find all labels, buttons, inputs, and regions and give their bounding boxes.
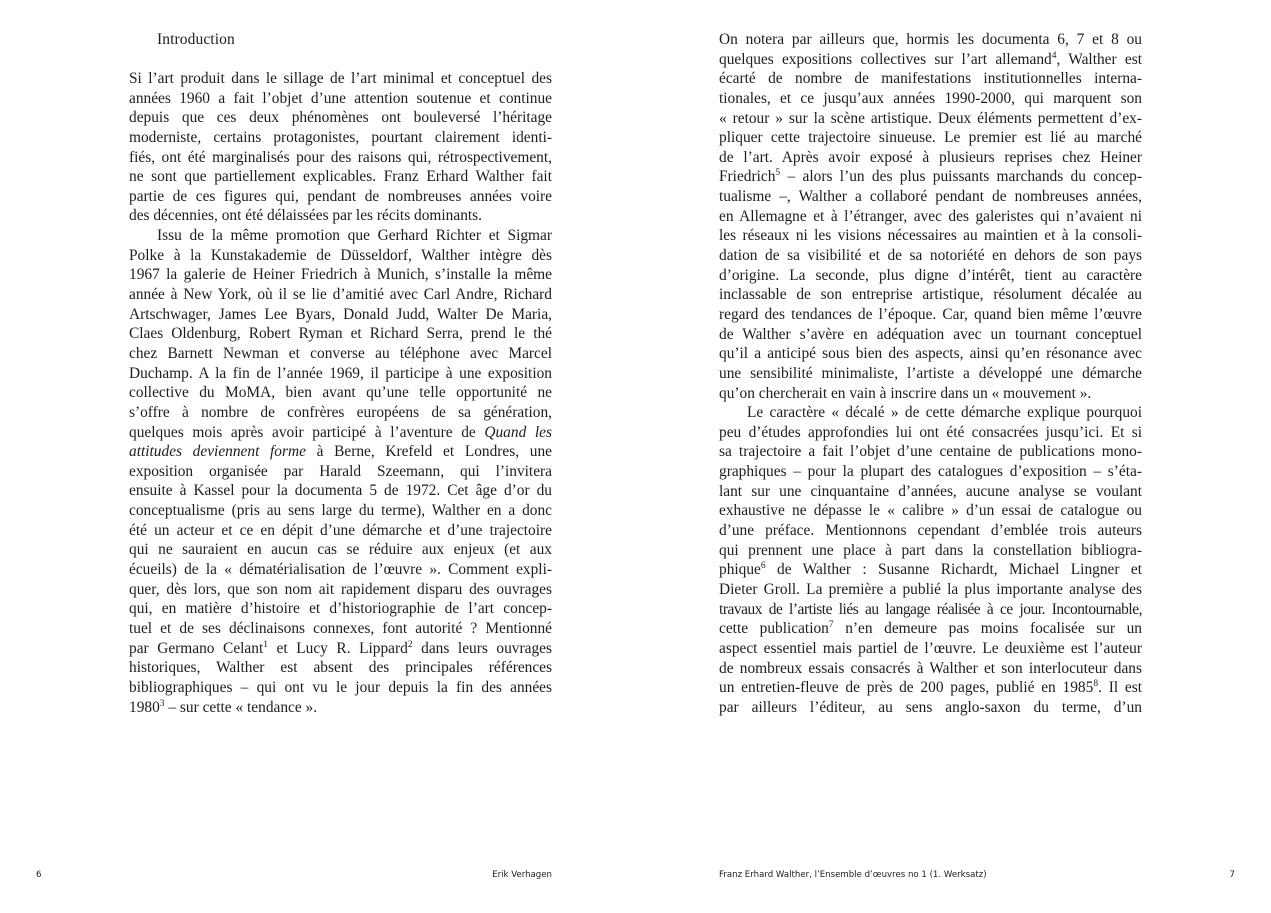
text-line: fiés, ont été marginalisés pour des raisons qui, rétrospectivement, bbox=[129, 148, 552, 166]
text-line: Dieter Groll. La première a publié la plus importante analyse des bbox=[719, 580, 1142, 598]
text-run: – alors l’un des plus puissants marchands du concep- bbox=[780, 168, 1142, 186]
left-text-column bbox=[129, 69, 552, 717]
footnote-ref-5[interactable]: 5 bbox=[775, 168, 781, 179]
text-run: un entretien-fleuve de près de 200 pages, publié en 1985 bbox=[719, 679, 1094, 697]
text-line: années 1960 a fait l’objet d’une attention soutenue et continue bbox=[129, 89, 552, 107]
text-line: tionales, et ce jusqu’aux années 1990-2000, qui marquent son bbox=[719, 89, 1142, 107]
footnote-ref-4[interactable]: 4 bbox=[1051, 50, 1057, 61]
text-run: quelques mois après avoir participé à l’aventure de bbox=[129, 423, 485, 441]
text-line: chez Barnett Newman et converse au téléphone avec Marcel bbox=[129, 344, 552, 362]
text-run: cette publication bbox=[719, 620, 829, 638]
paragraph-3 bbox=[719, 30, 1142, 403]
text-line bbox=[129, 698, 552, 718]
text-line: « retour » sur la scène artistique. Deux éléments permettent d’ex- bbox=[719, 109, 1142, 127]
page-number-right: 7 bbox=[1229, 870, 1235, 880]
text-line bbox=[129, 423, 552, 443]
text-line: écueils) de la « dématérialisation de l’œuvre ». Comment expli- bbox=[129, 561, 552, 579]
text-line: exposition organisée par Harald Szeemann, qui l’invitera bbox=[129, 462, 552, 480]
text-line: historiques, Walther est absent des principales références bbox=[129, 659, 552, 677]
book-title-italic: Quand les bbox=[484, 423, 552, 441]
text-line: année à New York, où il se lie d’amitié avec Carl Andre, Richard bbox=[129, 286, 552, 304]
text-line: pliquer cette trajectoire sinueuse. Le premier est lié au marché bbox=[719, 129, 1142, 147]
text-line: travaux de l’artiste liés au langage réalisée à ce jour. Incontournable, bbox=[719, 600, 1142, 618]
text-line: inclassable de son entreprise artistique, résolument décalée au bbox=[719, 286, 1142, 304]
text-run: 1980 bbox=[129, 698, 160, 716]
text-line: de Walther s’avère en adéquation avec un tournant conceptuel bbox=[719, 325, 1142, 343]
text-line: Artschwager, James Lee Byars, Donald Judd, Walter De Maria, bbox=[129, 305, 552, 323]
text-line: de nombreux essais consacrés à Walther et son interlocuteur dans bbox=[719, 659, 1142, 677]
left-page bbox=[0, 0, 635, 913]
text-line: aspect essentiel mais partiel de l’œuvre. Le deuxième est l’auteur bbox=[719, 639, 1142, 657]
right-text-column bbox=[719, 30, 1142, 717]
text-line: collective du MoMA, bien avant qu’une telle opportunité ne bbox=[129, 384, 552, 402]
page-number-left: 6 bbox=[36, 870, 42, 880]
paragraph-1 bbox=[129, 69, 552, 226]
text-line: exhaustive ne dépasse le « calibre » d’un essai de catalogue ou bbox=[719, 502, 1142, 520]
paragraph-2 bbox=[129, 226, 552, 717]
text-line: des décennies, ont été délaissées par les récits dominants. bbox=[129, 207, 483, 225]
text-line: 1967 la galerie de Heiner Friedrich à Munich, s’installe la même bbox=[129, 266, 552, 284]
text-run: dans leurs ouvrages bbox=[412, 639, 552, 657]
text-line: peu d’études approfondies lui ont été consacrées jusqu’ici. Et si bbox=[719, 423, 1142, 441]
text-line: par ailleurs l’éditeur, au sens anglo-saxon du terme, d’un bbox=[719, 698, 1142, 716]
running-head-author: Erik Verhagen bbox=[492, 870, 552, 880]
section-heading: Introduction bbox=[157, 31, 235, 48]
text-line: de l’art. Après avoir exposé à plusieurs reprises chez Heiner bbox=[719, 148, 1142, 166]
text-line: On notera par ailleurs que, hormis les documenta 6, 7 et 8 ou bbox=[719, 31, 1142, 48]
text-run: par Germano Celant bbox=[129, 639, 264, 657]
text-line bbox=[719, 50, 1142, 70]
text-line: qu’il a anticipé sous bien des aspects, ainsi qu’en résonance avec bbox=[719, 345, 1142, 363]
book-title-italic: attitudes deviennent forme bbox=[129, 443, 306, 461]
footnote-ref-7[interactable]: 7 bbox=[828, 620, 834, 631]
text-line: ne sont que partiellement explicables. Franz Erhard Walther fait bbox=[129, 168, 552, 186]
text-line: écarté de nombre de manifestations institutionnelles interna- bbox=[719, 70, 1142, 88]
text-line: conceptualisme (pris au sens large du terme), Walther en a donc bbox=[129, 502, 552, 520]
text-line bbox=[129, 442, 552, 462]
text-line bbox=[719, 619, 1142, 639]
text-line: qui ne sauraient en aucun cas se réduire aux enjeux (et aux bbox=[129, 541, 552, 559]
footnote-ref-8[interactable]: 8 bbox=[1093, 679, 1099, 690]
text-line: graphiques – pour la plupart des catalogues d’exposition – s’éta- bbox=[719, 463, 1142, 481]
right-page bbox=[636, 0, 1271, 913]
text-line: Issu de la même promotion que Gerhard Richter et Sigmar bbox=[157, 227, 552, 245]
text-line: qu’on chercherait en vain à inscrire dans un « mouvement ». bbox=[719, 384, 1092, 402]
text-line: d’une préface. Mentionnons cependant d’emblée trois auteurs bbox=[719, 522, 1142, 540]
text-line: les réseaux ni les visions nécessaires au maintien et à la consoli- bbox=[719, 227, 1142, 245]
text-run: de Walther : Susanne Richardt, Michael Lingner et bbox=[765, 561, 1142, 579]
text-line: Si l’art produit dans le sillage de l’art minimal et conceptuel des bbox=[129, 70, 552, 87]
text-run: Friedrich bbox=[719, 168, 776, 186]
text-run: quelques expositions collectives sur l’art allemand bbox=[719, 50, 1052, 68]
text-line: regard des tendances de l’époque. Car, quand bien même l’œuvre bbox=[719, 305, 1142, 323]
text-line bbox=[129, 639, 552, 659]
text-run: à Berne, Krefeld et Londres, une bbox=[305, 443, 552, 461]
running-head-title: Franz Erhard Walther, l’Ensemble d’œuvres no 1 (1. Werksatz) bbox=[719, 870, 987, 880]
text-line: qui, en matière d’histoire et d’historiographie de l’art concep- bbox=[129, 600, 552, 618]
text-line: qui prennent une place à part dans la constellation bibliogra- bbox=[719, 541, 1142, 559]
text-line: une sensibilité minimaliste, l’artiste a développé une démarche bbox=[719, 364, 1142, 382]
text-line: Duchamp. A la fin de l’année 1969, il participe à une exposition bbox=[129, 364, 552, 382]
text-line: ensuite à Kassel pour la documenta 5 de 1972. Cet âge d’or du bbox=[129, 482, 552, 500]
text-run: . Il est bbox=[1098, 679, 1142, 697]
text-line: Le caractère « décalé » de cette démarche explique pourquoi bbox=[747, 404, 1142, 422]
text-line: bibliographiques – qui ont vu le jour depuis la fin des années bbox=[129, 678, 552, 696]
footnote-ref-2[interactable]: 2 bbox=[407, 639, 413, 650]
text-run: et Lucy R. Lippard bbox=[267, 639, 408, 657]
text-run: phique bbox=[719, 561, 761, 579]
text-line: partie de ces figures qui, pendant de nombreuses années voire bbox=[129, 187, 552, 205]
text-line: quer, dès lors, que son nom ait rapidement disparu des ouvrages bbox=[129, 580, 552, 598]
footnote-ref-6[interactable]: 6 bbox=[760, 561, 766, 572]
text-line: tualisme –, Walther a collaboré pendant de nombreuses années, bbox=[719, 188, 1142, 206]
text-line: lant sur une cinquantaine d’années, aucune analyse se voulant bbox=[719, 482, 1142, 500]
text-line: Claes Oldenburg, Robert Ryman et Richard Serra, prend le thé bbox=[129, 325, 552, 343]
text-run: , Walther est bbox=[1056, 50, 1142, 68]
text-run: – sur cette « tendance ». bbox=[164, 698, 318, 716]
text-line bbox=[719, 167, 1142, 187]
text-line: sa trajectoire a fait l’objet d’une centaine de publications mono- bbox=[719, 443, 1142, 461]
text-line: en Allemagne et à l’étranger, avec des galeristes qui n’avaient ni bbox=[719, 207, 1142, 225]
footnote-ref-1[interactable]: 1 bbox=[263, 639, 268, 650]
text-line: été un acteur et ce en dépit d’une démarche et d’une trajectoire bbox=[129, 521, 552, 539]
text-line: dation de sa visibilité et de sa notoriété en dehors de son pays bbox=[719, 247, 1142, 265]
text-line bbox=[719, 560, 1142, 580]
text-line bbox=[719, 678, 1142, 698]
footnote-ref-3[interactable]: 3 bbox=[159, 698, 165, 709]
text-line: s’offre à nombre de confrères européens de sa génération, bbox=[129, 403, 552, 421]
text-line: d’origine. La seconde, plus digne d’intérêt, tient au caractère bbox=[719, 266, 1142, 284]
text-line: Polke à la Kunstakademie de Düsseldorf, Walther intègre dès bbox=[129, 246, 552, 264]
text-line: tuel et de ses déclinaisons connexes, font autorité ? Mentionné bbox=[129, 619, 552, 637]
text-line: depuis que ces deux phénomènes ont bouleversé l’héritage bbox=[129, 109, 552, 127]
text-line: moderniste, certains protagonistes, pourtant clairement identi- bbox=[129, 128, 552, 146]
paragraph-4 bbox=[719, 403, 1142, 717]
text-run: n’en demeure pas moins focalisée sur un bbox=[833, 620, 1143, 638]
